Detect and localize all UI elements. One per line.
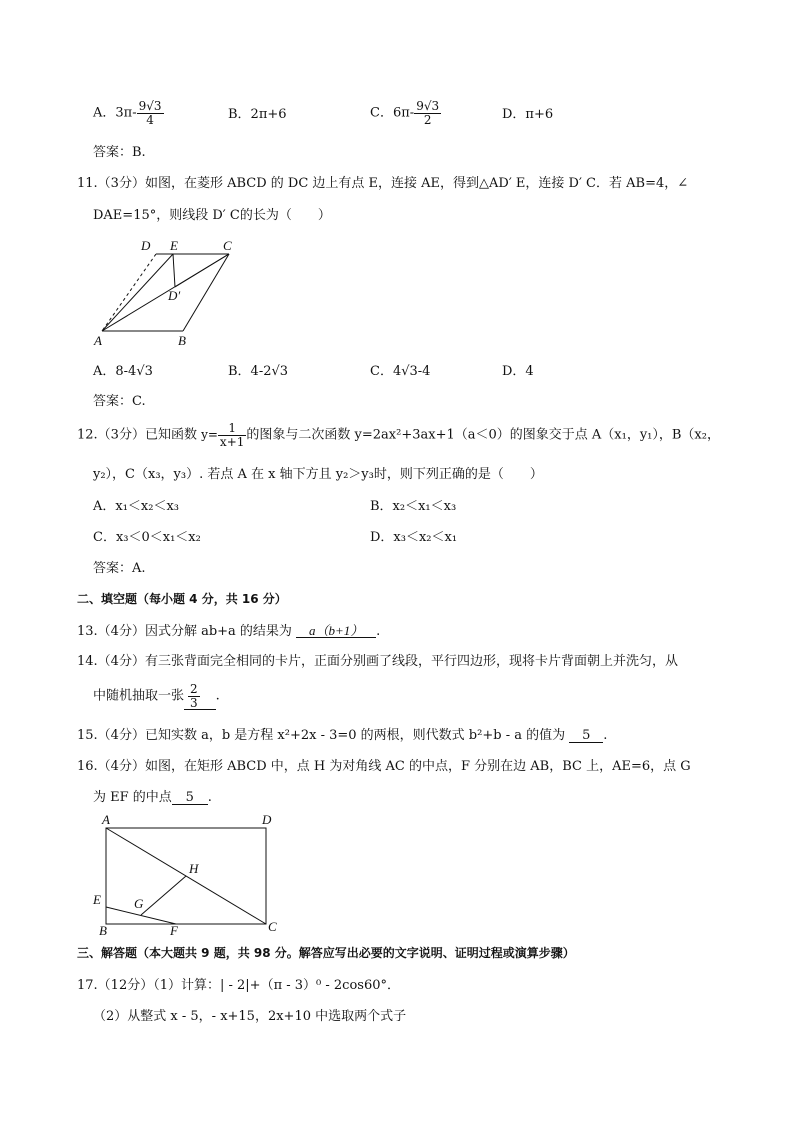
q16-text-line1: 16.（4分）如图，在矩形 ABCD 中，点 H 为对角线 AC 的中点，F 分别在边 AB，BC 上，AE=6，点 G <box>77 759 691 774</box>
q17-text-line2: （2）从整式 x - 5，- x+15，2x+10 中选取两个式子 <box>93 1009 407 1024</box>
q11-option-a: A．8-4√3 <box>93 364 153 379</box>
fig16-label-D: D <box>262 812 272 827</box>
q14-den: 3 <box>190 695 198 710</box>
fig16-label-C: C <box>268 919 277 934</box>
fig11-label-A: A <box>94 333 102 348</box>
q12-den: x+1 <box>219 434 245 449</box>
q16-post: . <box>207 790 212 805</box>
q10-option-d: D．π+6 <box>502 107 554 122</box>
q10-a-pre: 3π <box>115 105 133 121</box>
fig11-label-D: D <box>141 238 151 253</box>
q14-num: 2 <box>190 682 198 696</box>
section-3-heading: 三、解答题（本大题共 9 题，共 98 分。解答应写出必要的文字说明、证明过程或演算步骤） <box>77 946 575 960</box>
q10-a-num: 9√3 <box>138 99 162 113</box>
q12-post: 的图象与二次函数 y=2ax²+3ax+1（a＜0）的图象交于点 A（x₁，y₁），B（x₂， <box>246 427 720 443</box>
q12-y-eq: y= <box>201 427 218 442</box>
q13 <box>77 624 380 638</box>
fig11-label-Dprime: D′ <box>168 288 181 303</box>
q12-option-b: B．x₂＜x₁＜x₃ <box>370 499 457 514</box>
q12-text-line2: y₂），C（x₃，y₃）. 若点 A 在 x 轴下方且 y₂＞y₃时，则下列正确的是（ ） <box>93 467 543 482</box>
q11-rhombus-figure <box>88 234 248 350</box>
q16-pre: 为 EF 的中点 <box>93 790 172 805</box>
q15-answer: 5 <box>569 729 603 743</box>
q11-answer: 答案：C. <box>93 394 146 409</box>
q15-pre: 15.（4分）已知实数 a，b 是方程 x²+2x - 3=0 的两根，则代数式 b²+b - a 的值为 <box>77 728 566 743</box>
q12-option-d: D．x₃＜x₂＜x₁ <box>370 530 458 545</box>
q13-answer: a（b+1） <box>296 624 376 638</box>
q10-c-pre: 6π <box>392 105 410 121</box>
section-2-heading: 二、填空题（每小题 4 分，共 16 分） <box>77 592 287 606</box>
q10-a-fraction <box>137 100 164 126</box>
q10-answer: 答案：B. <box>93 145 146 160</box>
q11-option-b: B．4-2√3 <box>228 364 289 379</box>
q11-option-c: C．4√3-4 <box>370 364 431 379</box>
q16-rectangle-figure <box>90 810 290 936</box>
fig16-label-B: B <box>99 923 107 936</box>
fig16-label-H: H <box>189 861 199 876</box>
q16-text-line2 <box>93 791 212 805</box>
q12-text-line1 <box>77 422 720 448</box>
q10-option-b: B．2π+6 <box>228 107 287 122</box>
q10-c-den: 2 <box>423 112 432 127</box>
q12-option-c: C．x₃＜0＜x₁＜x₂ <box>93 530 201 545</box>
q14-post: . <box>215 688 220 704</box>
q11-option-d: D．4 <box>502 364 534 379</box>
fig11-label-E: E <box>170 238 178 253</box>
q14-answer-blank <box>184 683 216 710</box>
q16-answer: 5 <box>172 791 208 805</box>
fig16-label-G: G <box>134 896 144 911</box>
q14-text-line2 <box>93 683 220 710</box>
q10-a-label: A． <box>93 105 116 121</box>
q11-text-line2: DAE=15°，则线段 D′ C的长为（ ） <box>93 208 331 223</box>
fig16-label-F: F <box>170 923 178 936</box>
q12-num: 1 <box>218 422 246 436</box>
q13-pre: 13.（4分）因式分解 ab+a 的结果为 <box>77 624 292 639</box>
q13-post: . <box>376 624 381 639</box>
q14-answer-fraction <box>188 683 200 709</box>
q17-text-line1: 17.（12分）（1）计算：| - 2|+（π - 3）⁰ - 2cos60°． <box>77 978 401 993</box>
q12-pre: 12.（3分）已知函数 <box>77 427 202 443</box>
q10-c-num: 9√3 <box>416 99 440 113</box>
q10-c-minus: - <box>409 105 415 121</box>
q10-a-den: 4 <box>146 112 154 127</box>
q10-c-label: C． <box>370 105 393 121</box>
q11-text-line1: 11.（3分）如图，在菱形 ABCD 的 DC 边上有点 E，连接 AE，得到△AD′ E，连接 D′ C．若 AB=4，∠ <box>77 176 689 191</box>
q10-option-a <box>93 100 164 126</box>
q10-c-fraction <box>414 100 441 126</box>
q10-a-minus: - <box>132 105 137 121</box>
fig16-label-E: E <box>93 892 101 907</box>
q15 <box>77 729 607 743</box>
fig11-label-B: B <box>178 333 186 348</box>
q12-answer: 答案：A. <box>93 561 146 576</box>
q12-option-a: A．x₁＜x₂＜x₃ <box>93 499 180 514</box>
fig16-label-A: A <box>102 812 110 827</box>
q14-text-line1: 14.（4分）有三张背面完全相同的卡片，正面分别画了线段，平行四边形，现将卡片背面朝上并洗匀，从 <box>77 654 678 669</box>
q15-post: . <box>603 728 608 743</box>
q10-option-c <box>370 100 441 126</box>
q14-pre: 中随机抽取一张 <box>93 688 185 704</box>
fig11-label-C: C <box>223 238 232 253</box>
q12-fraction <box>218 422 246 448</box>
